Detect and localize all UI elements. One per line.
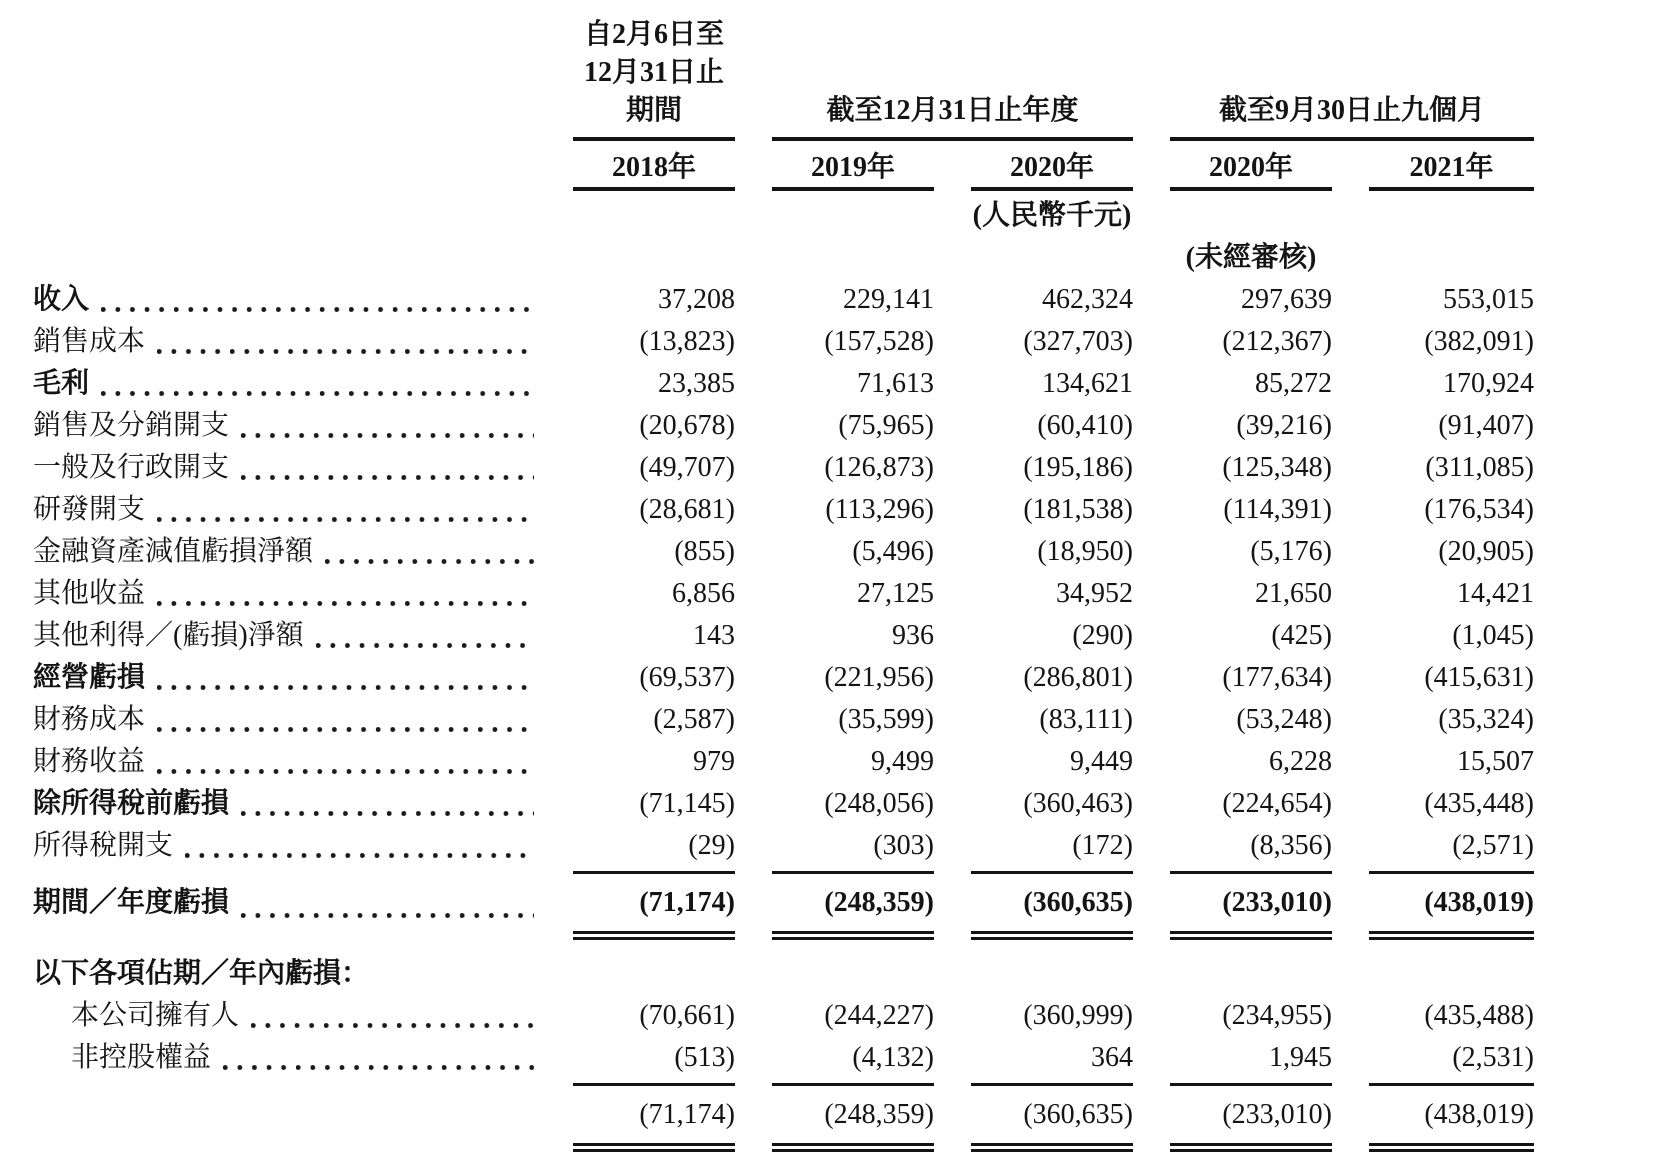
single-rule <box>573 871 735 874</box>
value-cell: (855) <box>674 536 735 567</box>
dot-leader <box>251 995 534 1028</box>
table-row <box>33 615 1678 657</box>
double-rule <box>971 931 1133 940</box>
table-row <box>33 699 1678 741</box>
dot-leader <box>325 531 534 564</box>
table-row <box>33 741 1678 783</box>
value-cell: (18,950) <box>1037 536 1133 567</box>
row-label <box>33 879 536 927</box>
rule-row <box>33 927 1678 939</box>
double-rule <box>971 1143 1133 1152</box>
value-cell: 1,945 <box>1269 1042 1332 1073</box>
value-cell: (233,010) <box>1222 887 1332 918</box>
value-cell: (70,661) <box>639 1000 735 1031</box>
year-header-2021-9m: 2021年 <box>1369 141 1534 191</box>
value-cell: (53,248) <box>1236 704 1332 735</box>
value-cell: (35,324) <box>1438 704 1534 735</box>
value-cell: (4,132) <box>852 1042 934 1073</box>
value-cell: 71,613 <box>857 368 934 399</box>
period-line: 自2月6日至 <box>583 19 724 50</box>
single-rule <box>1170 871 1332 874</box>
row-label-text: 收入 <box>33 284 90 315</box>
value-cell: (13,823) <box>639 326 735 357</box>
dot-leader <box>101 363 534 396</box>
single-rule <box>772 871 934 874</box>
currency-note: (人民幣千元) <box>972 200 1132 231</box>
value-cell: (234,955) <box>1222 1000 1332 1031</box>
dot-leader <box>223 1037 534 1070</box>
value-cell: 21,650 <box>1255 578 1332 609</box>
single-rule <box>1170 1083 1332 1086</box>
value-cell: (75,965) <box>838 410 934 441</box>
value-cell: (513) <box>674 1042 735 1073</box>
column-header-2018-period <box>573 16 735 141</box>
value-cell: (327,703) <box>1023 326 1133 357</box>
value-cell: (244,227) <box>824 1000 934 1031</box>
table-row <box>33 573 1678 615</box>
row-label-text: 銷售成本 <box>33 326 146 357</box>
value-cell: (382,091) <box>1424 326 1534 357</box>
row-label <box>33 657 536 699</box>
double-rule <box>573 1143 735 1152</box>
value-cell: (29) <box>688 830 735 861</box>
row-label-text: 毛利 <box>33 368 90 399</box>
row-label <box>33 489 536 531</box>
row-label <box>33 741 536 783</box>
value-cell: 14,421 <box>1457 578 1534 609</box>
year-header-2019: 2019年 <box>772 141 934 191</box>
unaudited-note-row <box>33 235 1678 275</box>
table-row <box>33 1091 1678 1139</box>
value-cell: 27,125 <box>857 578 934 609</box>
value-cell: (71,174) <box>639 1099 735 1130</box>
single-rule <box>573 1083 735 1086</box>
dot-leader <box>241 879 534 918</box>
value-cell: (176,534) <box>1424 494 1534 525</box>
value-cell: (248,359) <box>824 887 934 918</box>
dot-leader <box>157 657 534 690</box>
value-cell: (35,599) <box>838 704 934 735</box>
period-line: 期間 <box>625 95 682 126</box>
table-row <box>33 447 1678 489</box>
row-label <box>33 363 536 405</box>
row-label-text: 銷售及分銷開支 <box>33 410 230 441</box>
value-cell: (221,956) <box>824 662 934 693</box>
row-label-text: 除所得稅前虧損 <box>33 788 230 819</box>
value-cell: (114,391) <box>1223 494 1332 525</box>
value-cell: (71,145) <box>639 788 735 819</box>
year-header-2020: 2020年 <box>971 141 1133 191</box>
value-cell: (177,634) <box>1222 662 1332 693</box>
value-cell: 9,449 <box>1070 746 1133 777</box>
year-header-2020-9m: 2020年 <box>1170 141 1332 191</box>
table-row <box>33 405 1678 447</box>
table-row <box>33 953 1678 995</box>
value-cell: 9,499 <box>871 746 934 777</box>
table-row <box>33 783 1678 825</box>
value-cell: 170,924 <box>1443 368 1534 399</box>
rule-row <box>33 1079 1678 1091</box>
value-cell: (157,528) <box>824 326 934 357</box>
row-label <box>33 531 536 573</box>
row-label-text: 經營虧損 <box>33 662 146 693</box>
table-header-years <box>33 141 1678 191</box>
double-rule <box>772 1143 934 1152</box>
double-rule <box>1170 931 1332 940</box>
table-row <box>33 657 1678 699</box>
value-cell: (195,186) <box>1023 452 1133 483</box>
value-cell: 6,856 <box>672 578 735 609</box>
value-cell: (435,448) <box>1424 788 1534 819</box>
row-label <box>33 825 536 867</box>
value-cell: (126,873) <box>824 452 934 483</box>
value-cell: (20,905) <box>1438 536 1534 567</box>
value-cell: (425) <box>1271 620 1332 651</box>
row-label <box>33 995 536 1037</box>
single-rule <box>1369 871 1534 874</box>
value-cell: (172) <box>1072 830 1133 861</box>
dot-leader <box>101 279 534 312</box>
value-cell: (125,348) <box>1222 452 1332 483</box>
year-header-2018: 2018年 <box>573 141 735 191</box>
value-cell: (248,056) <box>824 788 934 819</box>
row-label <box>33 405 536 447</box>
row-label <box>33 783 536 825</box>
value-cell: (5,176) <box>1250 536 1332 567</box>
value-cell: (39,216) <box>1236 410 1332 441</box>
row-label-text: 一般及行政開支 <box>33 452 230 483</box>
row-label-text: 非控股權益 <box>71 1042 212 1073</box>
dot-leader <box>157 489 534 522</box>
dot-leader <box>185 825 534 858</box>
value-cell: 364 <box>1091 1042 1133 1073</box>
value-cell: (212,367) <box>1222 326 1332 357</box>
row-label-text: 財務收益 <box>33 746 146 777</box>
value-cell: (28,681) <box>639 494 735 525</box>
value-cell: (1,045) <box>1452 620 1534 651</box>
row-label <box>33 447 536 489</box>
dot-leader <box>241 783 534 816</box>
double-rule <box>1369 1143 1534 1152</box>
value-cell: (49,707) <box>639 452 735 483</box>
value-cell: (2,531) <box>1452 1042 1534 1073</box>
row-label-text: 財務成本 <box>33 704 146 735</box>
row-label-text: 期間／年度虧損 <box>33 887 230 918</box>
value-cell: (233,010) <box>1222 1099 1332 1130</box>
value-cell: (69,537) <box>639 662 735 693</box>
column-group-year-ended-dec31: 截至12月31日止年度 <box>772 92 1133 141</box>
dot-leader <box>241 447 534 480</box>
row-label-text: 金融資產減值虧損淨額 <box>33 536 314 567</box>
dot-leader <box>157 573 534 606</box>
value-cell: (311,085) <box>1425 452 1534 483</box>
value-cell: (360,999) <box>1023 1000 1133 1031</box>
table-row <box>33 531 1678 573</box>
row-label-text: 研發開支 <box>33 494 146 525</box>
rule-row <box>33 1139 1678 1151</box>
value-cell: (438,019) <box>1424 1099 1534 1130</box>
value-cell: 6,228 <box>1269 746 1332 777</box>
table-row <box>33 825 1678 867</box>
value-cell: (286,801) <box>1023 662 1133 693</box>
double-rule <box>772 931 934 940</box>
row-label <box>33 699 536 741</box>
value-cell: 462,324 <box>1042 284 1133 315</box>
single-rule <box>971 1083 1133 1086</box>
value-cell: (290) <box>1072 620 1133 651</box>
value-cell: (415,631) <box>1424 662 1534 693</box>
value-cell: (248,359) <box>824 1099 934 1130</box>
value-cell: 15,507 <box>1457 746 1534 777</box>
double-rule <box>1369 931 1534 940</box>
table-row <box>33 363 1678 405</box>
value-cell: (91,407) <box>1438 410 1534 441</box>
row-label <box>33 953 536 995</box>
value-cell: (360,635) <box>1023 1099 1133 1130</box>
row-label <box>33 1037 536 1079</box>
value-cell: (83,111) <box>1039 704 1133 735</box>
value-cell: 936 <box>892 620 934 651</box>
value-cell: (2,571) <box>1452 830 1534 861</box>
value-cell: 979 <box>693 746 735 777</box>
value-cell: 37,208 <box>658 284 735 315</box>
row-label <box>33 321 536 363</box>
dot-leader <box>157 699 534 732</box>
value-cell: (181,538) <box>1023 494 1133 525</box>
value-cell: (2,587) <box>653 704 735 735</box>
value-cell: (303) <box>873 830 934 861</box>
single-rule <box>772 1083 934 1086</box>
value-cell: (20,678) <box>639 410 735 441</box>
row-label <box>33 615 536 657</box>
value-cell: 143 <box>693 620 735 651</box>
double-rule <box>1170 1143 1332 1152</box>
value-cell: 297,639 <box>1241 284 1332 315</box>
row-label <box>33 573 536 615</box>
dot-leader <box>316 615 534 648</box>
dot-leader <box>157 321 534 354</box>
value-cell: (360,635) <box>1023 887 1133 918</box>
row-label-text: 本公司擁有人 <box>71 1000 240 1031</box>
value-cell: (113,296) <box>825 494 934 525</box>
unaudited-note: (未經審核) <box>1185 242 1317 273</box>
table-row <box>33 1037 1678 1079</box>
row-label-text: 其他收益 <box>33 578 146 609</box>
table-row <box>33 995 1678 1037</box>
value-cell: 34,952 <box>1056 578 1133 609</box>
table-row <box>33 879 1678 927</box>
row-label <box>33 279 536 321</box>
value-cell: (8,356) <box>1250 830 1332 861</box>
value-cell: (438,019) <box>1424 887 1534 918</box>
value-cell: 85,272 <box>1255 368 1332 399</box>
value-cell: 553,015 <box>1443 284 1534 315</box>
rule-row <box>33 867 1678 879</box>
value-cell: (360,463) <box>1023 788 1133 819</box>
value-cell: (435,488) <box>1424 1000 1534 1031</box>
table-row <box>33 321 1678 363</box>
table-row <box>33 489 1678 531</box>
value-cell: 229,141 <box>843 284 934 315</box>
value-cell: (5,496) <box>852 536 934 567</box>
row-label-text: 所得稅開支 <box>33 830 174 861</box>
value-cell: 134,621 <box>1042 368 1133 399</box>
table-row <box>33 279 1678 321</box>
column-group-nine-months-sep30: 截至9月30日止九個月 <box>1170 92 1534 141</box>
table-header-groups <box>33 16 1678 141</box>
single-rule <box>971 871 1133 874</box>
value-cell: (224,654) <box>1222 788 1332 819</box>
row-label-text: 其他利得／(虧損)淨額 <box>33 620 304 651</box>
single-rule <box>1369 1083 1534 1086</box>
value-cell: (60,410) <box>1037 410 1133 441</box>
value-cell: (71,174) <box>639 887 735 918</box>
dot-leader <box>241 405 534 438</box>
period-line: 12月31日止 <box>583 57 724 88</box>
table-body <box>33 279 1678 1151</box>
row-label-text: 以下各項佔期／年內虧損： <box>33 958 370 989</box>
dot-leader <box>157 741 534 774</box>
currency-note-row <box>33 191 1678 235</box>
value-cell: 23,385 <box>658 368 735 399</box>
double-rule <box>573 931 735 940</box>
